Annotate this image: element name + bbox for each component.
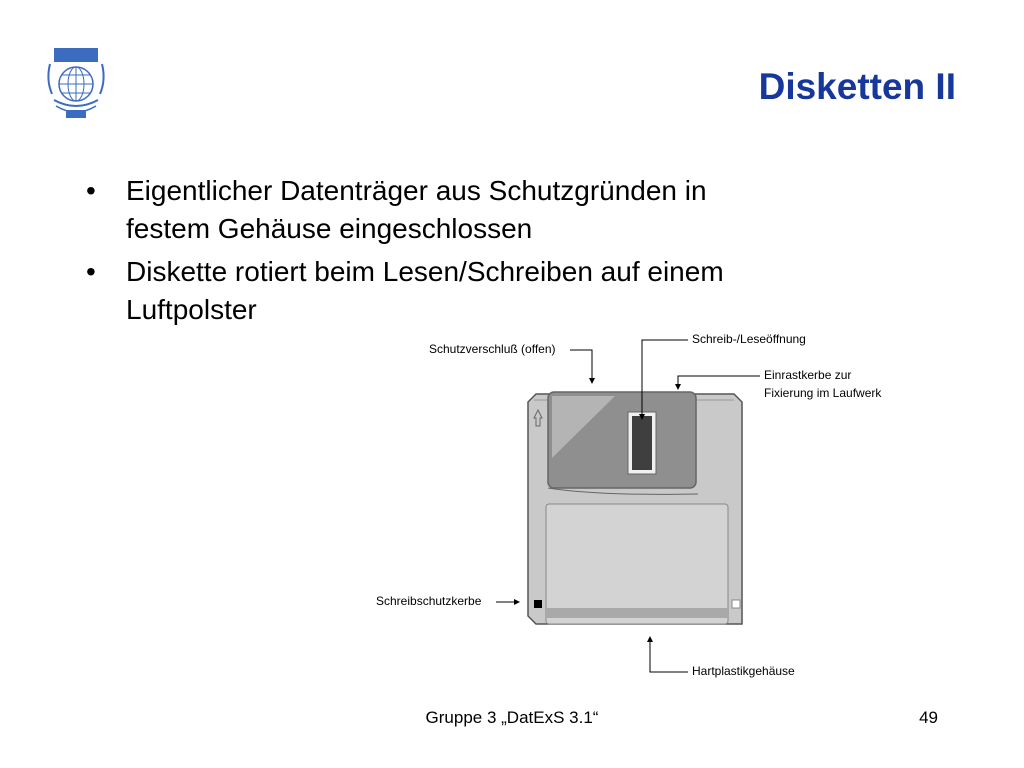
label-notch-line1: Einrastkerbe zur <box>764 368 852 382</box>
label-write-protect: Schreibschutzkerbe <box>376 594 482 608</box>
university-logo <box>40 40 112 124</box>
slide-title: Disketten II <box>758 66 956 107</box>
bullet-item <box>86 172 886 248</box>
bullet-line: Luftpolster <box>126 294 257 325</box>
page-number: 49 <box>919 708 938 727</box>
bullet-symbol: • <box>86 256 96 287</box>
university-seal-icon <box>40 40 112 124</box>
label-notch-line2: Fixierung im Laufwerk <box>764 386 882 400</box>
bullet-line: Diskette rotiert beim Lesen/Schreiben auf einem <box>126 256 724 287</box>
label-area <box>546 504 728 624</box>
bullet-line: Eigentlicher Datenträger aus Schutzgründen in <box>126 175 707 206</box>
bullet-line: festem Gehäuse eingeschlossen <box>126 213 533 244</box>
hd-hole <box>732 600 740 608</box>
label-shutter: Schutzverschluß (offen) <box>429 342 556 356</box>
label-case: Hartplastikgehäuse <box>692 664 795 678</box>
footer-text: Gruppe 3 „DatExS 3.1“ <box>425 708 599 727</box>
bullet-symbol: • <box>86 175 96 206</box>
shutter <box>548 392 698 494</box>
floppy-disk-diagram <box>360 318 920 688</box>
bottom-strip <box>546 608 728 618</box>
label-rw-opening: Schreib-/Leseöffnung <box>692 332 806 346</box>
bullet-list <box>86 172 886 334</box>
write-protect-notch <box>534 600 542 608</box>
